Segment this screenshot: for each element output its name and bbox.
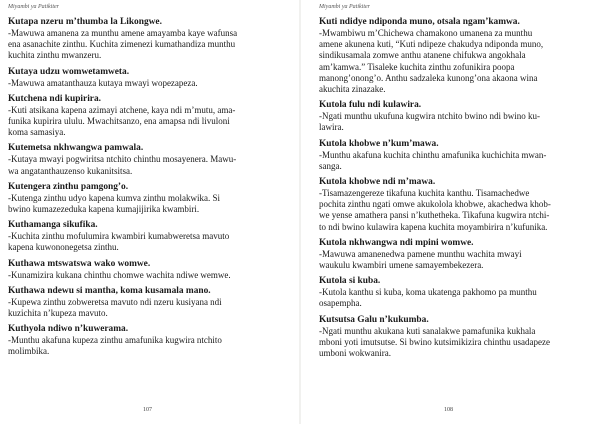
explanation-line: manong’onong’o. Anthu sadzaleka kunong’ona akaona wina — [319, 72, 538, 83]
proverb-heading: Kutola nkhwangwa ndi mpini womwe. — [319, 237, 474, 248]
proverb-entry — [319, 237, 591, 271]
proverb-entry — [8, 66, 291, 89]
explanation-line: wa angatanthauzenso kukanitsitsa. — [8, 165, 133, 176]
proverb-heading: Kutsutsa Galu n’kukumba. — [319, 314, 429, 325]
explanation-line: -Munthu akafuna kupeza zinthu amafunika kugwira ntchito — [8, 335, 222, 346]
explanation-line: -Kunamizira kukana chinthu chomwe wachita ndiwe wemwe. — [8, 269, 231, 280]
proverb-explanation — [8, 154, 291, 176]
explanation-line: -Mwambiwu m’Chichewa chamakono umanena za munthu — [319, 28, 533, 38]
proverb-entry — [319, 16, 591, 95]
explanation-line: -Mawuwa amatanthauza kutaya mwayi wopezapeza. — [8, 77, 198, 88]
proverb-heading: Kuti ndidye ndiponda muno, otsala ngam’kamwa. — [319, 17, 520, 27]
explanation-line: pochita zinthu ngati omwe akukolola khobwe, akachedwa khob- — [319, 199, 551, 210]
right-page-content — [319, 16, 591, 363]
proverb-explanation — [319, 188, 591, 233]
explanation-line: -Kutaya mwayi pogwiritsa ntchito chinthu mosayenera. Mawu- — [8, 154, 237, 165]
explanation-line: amene akunena kuti, “Kuti ndipeze chakudya ndiponda muno, — [319, 39, 544, 50]
explanation-line: koma samasiya. — [8, 127, 66, 138]
page-number: 108 — [444, 407, 453, 413]
proverb-explanation — [319, 28, 591, 95]
proverb-explanation — [8, 105, 291, 139]
explanation-line: bwino kumazezeduka kapena kumajijirika kwambiri. — [8, 204, 200, 215]
proverb-entry — [8, 93, 291, 139]
explanation-line: -Mawuwa amanenedwa pamene munthu wachita mwayi — [319, 248, 522, 259]
proverb-heading: Kutola khobwe ndi m’mawa. — [319, 177, 436, 188]
explanation-line: -Kupewa zinthu zobweretsa mavuto ndi nzeru kusiyana ndi — [8, 296, 222, 307]
proverb-entry — [319, 314, 591, 360]
explanation-line: -Mawuwa amanena za munthu amene amayamba kaye wafunsa — [8, 28, 238, 38]
proverb-explanation — [319, 326, 591, 360]
explanation-line: waukulu kwambiri umene samayembekezera. — [319, 260, 484, 271]
proverb-entry — [8, 285, 291, 319]
proverb-entry — [8, 16, 291, 62]
proverb-entry — [319, 99, 591, 133]
proverb-heading: Kutola fulu ndi kulawira. — [319, 100, 422, 111]
proverb-explanation — [319, 249, 591, 271]
explanation-line: sanga. — [319, 160, 342, 171]
page-number: 107 — [143, 407, 152, 413]
proverb-heading: Kutengera zinthu pamgong’o. — [8, 181, 129, 192]
proverb-explanation — [8, 297, 291, 319]
proverb-entry — [8, 323, 291, 357]
proverb-heading: Kuthawa ndewu si mantha, koma kusamala mano. — [8, 285, 211, 296]
proverb-entry — [319, 275, 591, 309]
explanation-line: molimbika. — [8, 346, 50, 357]
explanation-line: funika kupirira ululu. Mwachitsanzo, ena amapsa ndi livuloni — [8, 116, 230, 127]
proverb-heading: Kuthawa mtswatswa wako womwe. — [8, 258, 151, 269]
explanation-line: -Kuti atsikana kapena azimayi atchene, kaya ndi m’mutu, ama- — [8, 104, 236, 115]
proverb-heading: Kutemetsa nkhwangwa pamwala. — [8, 143, 144, 154]
explanation-line: kuzichita n’kupeza mavuto. — [8, 308, 108, 319]
proverb-entry — [8, 258, 291, 281]
proverb-heading: Kutchena ndi kupirira. — [8, 93, 101, 104]
proverb-explanation — [8, 335, 291, 357]
explanation-line: -Kuchita zinthu mofulumira kwambiri kumabweretsa mavuto — [8, 231, 230, 242]
explanation-line: we yense amathera pansi n’kuthetheka. Tikafuna kugwira ntchi- — [319, 210, 550, 221]
running-head: Miyambi ya Patikiter — [8, 4, 59, 10]
proverb-explanation — [8, 193, 291, 215]
left-page — [0, 0, 299, 424]
explanation-line: -Munthu akafuna kuchita chinthu amafunika kuchichita mwan- — [319, 149, 547, 160]
running-head: Miyambi ya Patikiter — [319, 4, 370, 10]
proverb-entry — [319, 176, 591, 233]
proverb-entry — [8, 142, 291, 176]
proverb-explanation — [8, 78, 291, 89]
explanation-line: -Ngati munthu akukana kuti sanalakwe pamafunika kukhala — [319, 325, 536, 336]
explanation-line: sindikusamala zomwe anthu atanene chifukwa angokhala — [319, 50, 526, 61]
proverb-entry — [8, 219, 291, 253]
explanation-line: osapempha. — [319, 298, 362, 309]
explanation-line: umboni wokwanira. — [319, 348, 391, 359]
right-page — [301, 0, 600, 424]
proverb-explanation — [319, 111, 591, 133]
proverb-entry — [8, 181, 291, 215]
explanation-line: am’kamwa.” Tisaleke kuchita zinthu zofunikira poopa — [319, 61, 515, 72]
proverb-heading: Kutola khobwe n’kum’mawa. — [319, 138, 439, 149]
explanation-line: -Ngati munthu ukufuna kugwira ntchito bwino ndi bwino ku- — [319, 111, 540, 122]
proverb-heading: Kutola si kuba. — [319, 276, 381, 287]
left-page-content — [8, 16, 291, 362]
explanation-line: ena asanachite zinthu. Kuchita zimenezi kumathandiza munthu — [8, 39, 236, 50]
explanation-line: -Kutola kanthu si kuba, koma ukatenga pakhomo pa munthu — [319, 287, 537, 298]
proverb-heading: Kutaya udzu womwetamweta. — [8, 66, 130, 77]
proverb-explanation — [319, 287, 591, 309]
explanation-line: lawira. — [319, 122, 344, 133]
explanation-line: mboni yoti imutsutse. Si bwino kutsimikizira chinthu usadapeze — [319, 336, 550, 347]
explanation-line: -Tisamazengereze tikafuna kuchita kanthu. Tisamachedwe — [319, 188, 530, 199]
proverb-explanation — [8, 270, 291, 281]
proverb-heading: Kuthyola ndiwo n’kuwerama. — [8, 324, 129, 335]
explanation-line: -Kutenga zinthu udyo kapena kumva zinthu molakwika. Si — [8, 192, 220, 203]
proverb-explanation — [319, 150, 591, 172]
proverb-entry — [319, 138, 591, 172]
proverb-heading: Kutapa nzeru m’thumba la Likongwe. — [8, 17, 162, 27]
explanation-line: akuchita zinazake. — [319, 84, 386, 95]
explanation-line: kuchita zinthu mwanzeru. — [8, 50, 102, 61]
proverb-explanation — [8, 28, 291, 62]
proverb-explanation — [8, 231, 291, 253]
explanation-line: kapena kuwononegetsa zinthu. — [8, 242, 119, 253]
explanation-line: to ndi bwino kulawira kapena kuchita moyambirira n’kufunika. — [319, 221, 548, 232]
proverb-heading: Kuthamanga sikufika. — [8, 220, 98, 231]
